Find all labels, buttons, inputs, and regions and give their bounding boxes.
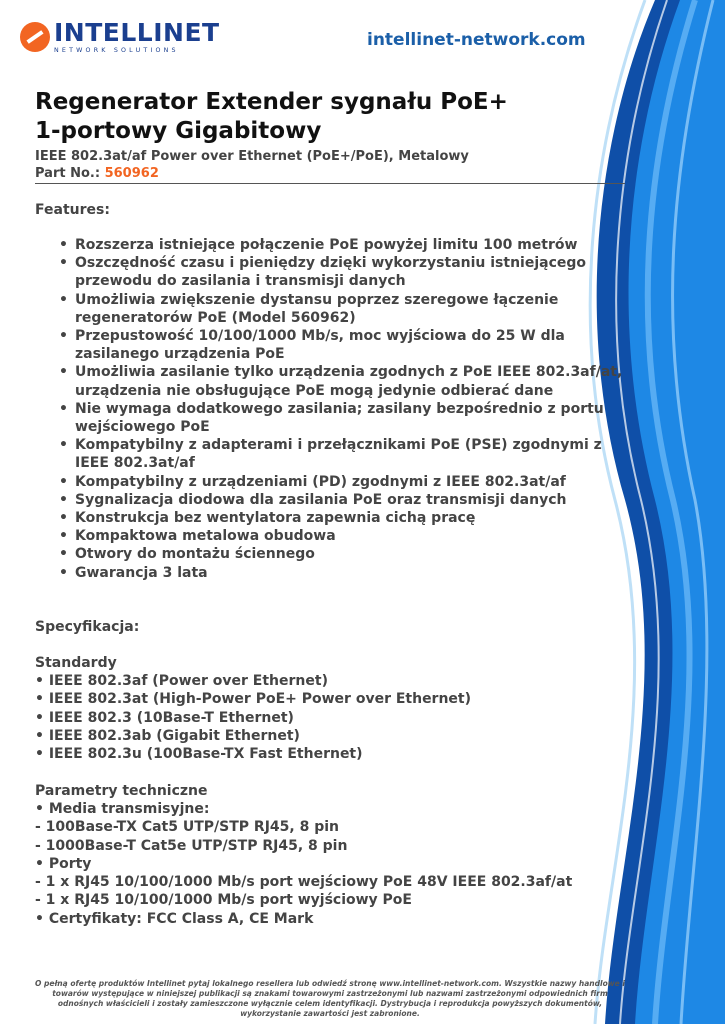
- tech-heading: Parametry techniczne: [35, 782, 208, 799]
- standard-item: • IEEE 802.3 (10Base-T Ethernet): [35, 709, 294, 726]
- logo-tagline: NETWORK SOLUTIONS: [54, 47, 179, 54]
- standards-section: [35, 654, 625, 764]
- tech-item: • Media transmisyjne:: [35, 800, 210, 817]
- standard-item: • IEEE 802.3at (High-Power PoE+ Power over Ethernet): [35, 691, 472, 708]
- feature-item: • Gwarancja 3 lata: [75, 564, 625, 582]
- part-number: 560962: [104, 166, 159, 181]
- feature-item: • Sygnalizacja diodowa dla zasilania PoE oraz transmisji danych: [75, 491, 625, 509]
- intellinet-logo: [20, 20, 220, 54]
- tech-item: • Porty: [35, 855, 92, 872]
- feature-item: • Umożliwia zwiększenie dystansu poprzez szeregowe łączenie regeneratorów PoE (Model 560962): [75, 291, 625, 327]
- tech-item: - 1 x RJ45 10/100/1000 Mb/s port wyjściowy PoE: [35, 892, 412, 909]
- part-label: Part No.:: [35, 166, 101, 181]
- tech-item: - 100Base-TX Cat5 UTP/STP RJ45, 8 pin: [35, 819, 339, 836]
- standard-item: • IEEE 802.3u (100Base-TX Fast Ethernet): [35, 746, 363, 763]
- tech-params-section: [35, 782, 625, 928]
- product-title-line1: Regenerator Extender sygnału PoE+: [35, 89, 508, 115]
- datasheet-content: [35, 88, 625, 928]
- logo-circle-icon: [20, 22, 50, 52]
- feature-item: • Konstrukcja bez wentylatora zapewnia cichą pracę: [75, 509, 625, 527]
- logo-name: INTELLINET: [54, 18, 220, 47]
- feature-item: • Przepustowość 10/100/1000 Mb/s, moc wyjściowa do 25 W dla zasilanego urządzenia PoE: [75, 327, 625, 363]
- tech-item: - 1000Base-T Cat5e UTP/STP RJ45, 8 pin: [35, 837, 348, 854]
- feature-item: • Nie wymaga dodatkowego zasilania; zasilany bezpośrednio z portu wejściowego PoE: [75, 400, 625, 436]
- standards-heading: Standardy: [35, 654, 117, 671]
- tech-item: • Certyfikaty: FCC Class A, CE Mark: [35, 910, 314, 927]
- feature-item: • Kompaktowa metalowa obudowa: [75, 527, 625, 545]
- footer-disclaimer: O pełną ofertę produktów Intellinet pytaj lokalnego resellera lub odwiedź stronę www.intellinet-network.com. Wszystkie nazwy handlowe i towarów występujące w niniejszej publikacji są znakami towarowymi zastrzeżonymi lub nazwami zastrzeżonymi odpowiednich firm odnośnych właścicieli i zostały zamieszczone wyłącznie celem identyfikacji. Dystrybucja i reprodukcja powyższych dokumentów, wykorzystanie zawartości jest zabronione.: [35, 979, 625, 1018]
- standard-item: • IEEE 802.3ab (Gigabit Ethernet): [35, 728, 300, 745]
- product-subtitle: IEEE 802.3at/af Power over Ethernet (PoE+/PoE), Metalowy: [35, 149, 469, 164]
- spec-heading: Specyfikacja:: [35, 618, 140, 635]
- features-heading: Features:: [35, 202, 110, 218]
- feature-item: • Kompatybilny z urządzeniami (PD) zgodnymi z IEEE 802.3at/af: [75, 473, 625, 491]
- feature-item: • Umożliwia zasilanie tylko urządzenia zgodnych z PoE IEEE 802.3af/at, urządzenia nie obsługujące PoE mogą jedynie odbierać dane: [75, 363, 625, 399]
- website-link[interactable]: intellinet-network.com: [367, 30, 586, 50]
- tech-item: - 1 x RJ45 10/100/1000 Mb/s port wejściowy PoE 48V IEEE 802.3af/at: [35, 874, 573, 891]
- standard-item: • IEEE 802.3af (Power over Ethernet): [35, 673, 328, 690]
- feature-item: • Otwory do montażu ściennego: [75, 545, 625, 563]
- part-number-row: [35, 165, 625, 184]
- feature-item: • Kompatybilny z adapterami i przełącznikami PoE (PSE) zgodnymi z IEEE 802.3at/af: [75, 436, 625, 472]
- product-title: [35, 88, 625, 146]
- feature-item: • Oszczędność czasu i pieniędzy dzięki wykorzystaniu istniejącego przewodu do zasilania i transmisji danych: [75, 254, 625, 290]
- product-title-line2: 1-portowy Gigabitowy: [35, 118, 322, 144]
- features-list: [35, 236, 625, 582]
- feature-item: • Rozszerza istniejące połączenie PoE powyżej limitu 100 metrów: [75, 236, 625, 254]
